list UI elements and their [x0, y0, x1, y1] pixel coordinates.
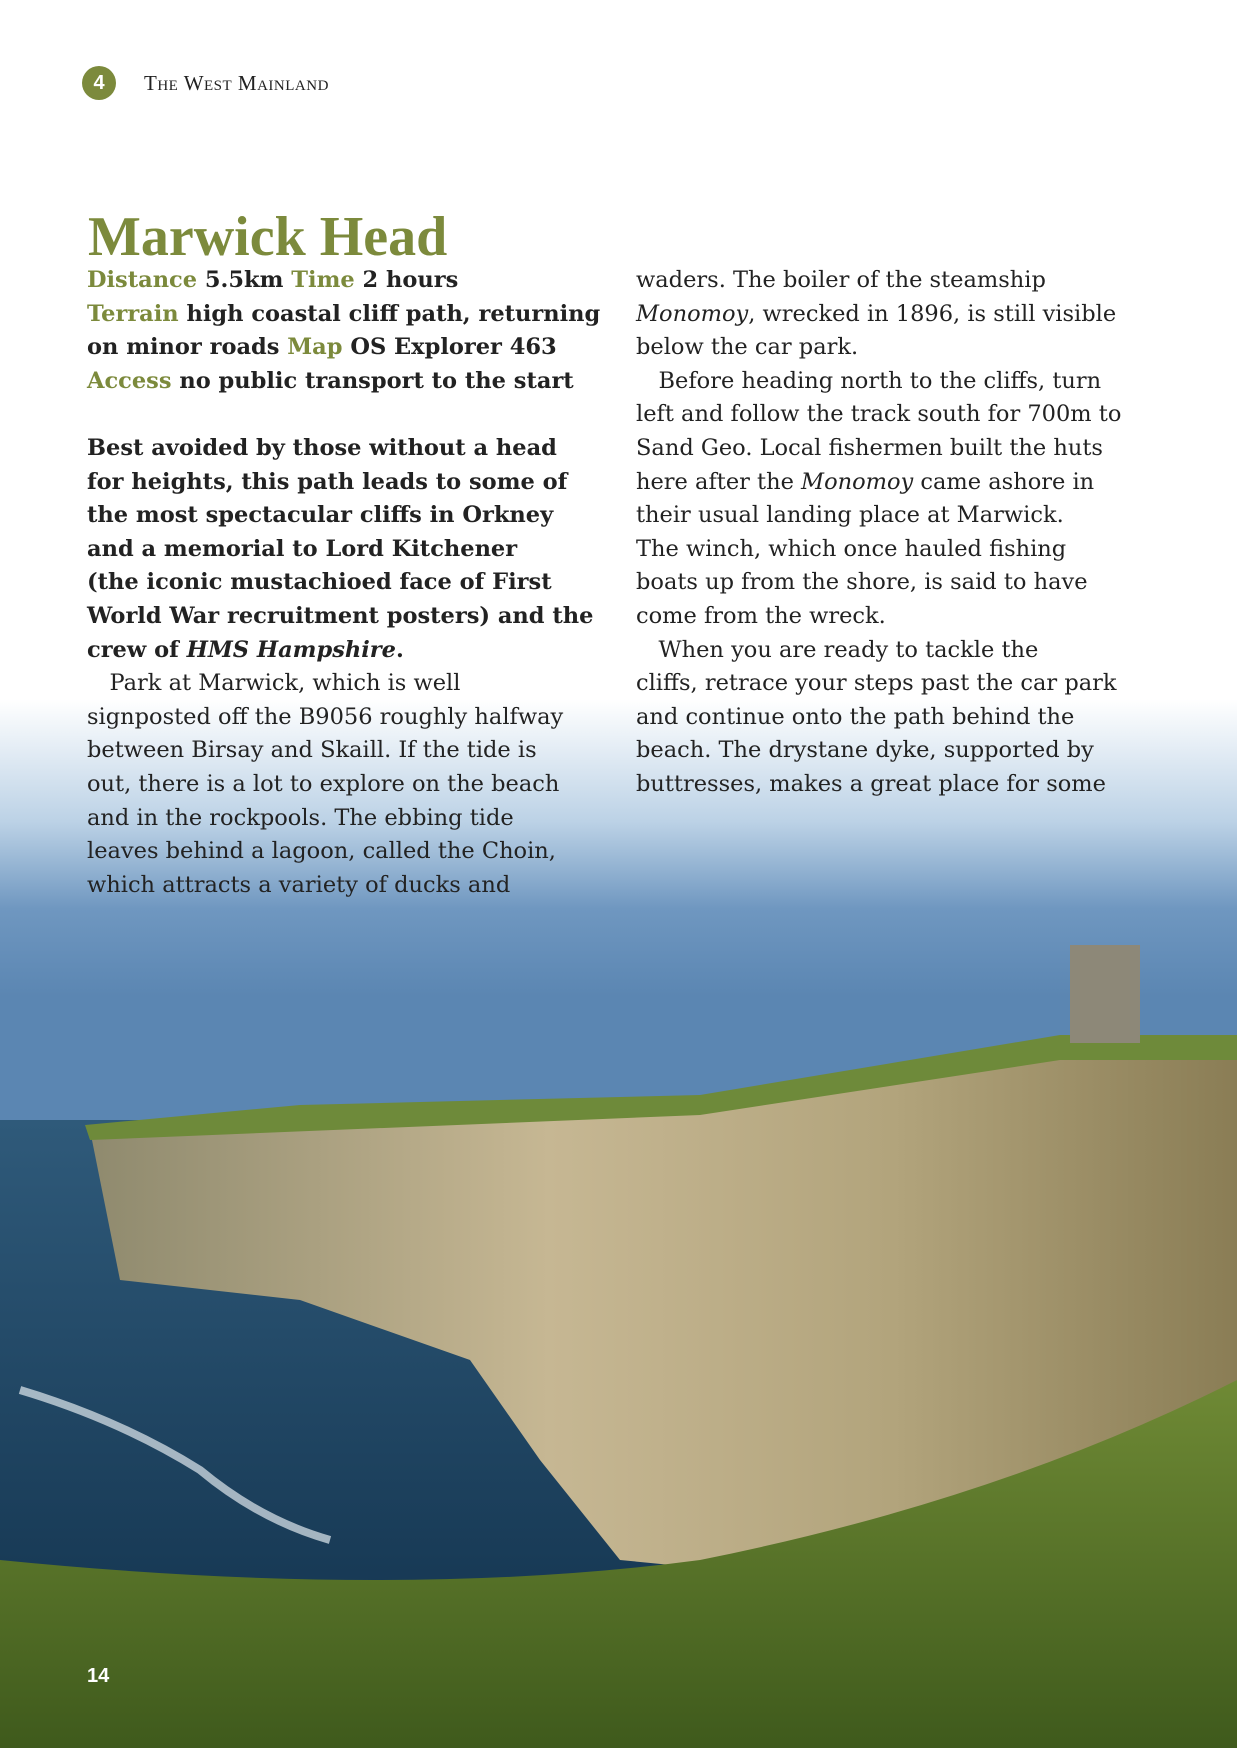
text-segment: Monomoy [801, 468, 914, 495]
text-segment: and a memorial to Lord Kitchener [87, 535, 518, 562]
running-header [82, 66, 329, 100]
text-segment: , wrecked in 1896, is still visible [748, 300, 1117, 327]
text-segment: come from the wreck. [636, 602, 886, 629]
text-line [636, 533, 1116, 567]
text-segment: leaves behind a lagoon, called the Choin, [87, 838, 556, 865]
text-segment: 5.5km [204, 267, 292, 293]
text-segment: waders. The boiler of the steamship [636, 267, 1046, 293]
text-line [636, 432, 1116, 466]
text-segment: between Birsay and Skaill. If the tide is [87, 737, 537, 764]
left-column [87, 264, 601, 902]
text-segment: for heights, this path leads to some of [87, 468, 568, 495]
text-segment: beach. The drystane dyke, supported by [636, 737, 1094, 764]
text-segment: crew of [87, 636, 187, 663]
text-segment: Sand Geo. Local fishermen built the huts [636, 434, 1103, 461]
text-segment: signposted off the B9056 roughly halfway [87, 703, 564, 730]
text-segment: out, there is a lot to explore on the beach [87, 770, 560, 797]
text-segment: and continue onto the path behind the [636, 703, 1075, 730]
text-segment: OS Explorer 463 [350, 334, 557, 361]
intro-paragraph [87, 432, 594, 667]
text-line [636, 331, 1116, 365]
text-line [87, 802, 567, 836]
text-line [87, 768, 567, 802]
text-segment: buttresses, makes a great place for some [636, 770, 1106, 797]
text-segment: Before heading north to the cliffs, turn [636, 367, 1102, 394]
text-line [636, 499, 1116, 533]
text-segment: boats up from the shore, is said to have [636, 569, 1088, 596]
text-segment: 2 hours [362, 267, 459, 293]
text-line [87, 634, 567, 668]
text-segment: World War recruitment posters) and the [87, 602, 594, 629]
text-line [87, 466, 567, 500]
text-line [87, 331, 567, 365]
text-line [87, 499, 567, 533]
text-segment: no public transport to the start [179, 367, 574, 394]
page-title: Marwick Head [88, 206, 448, 268]
text-line [87, 734, 567, 768]
fact-label: Distance [87, 267, 205, 293]
text-segment: left and follow the track south for 700m to [636, 401, 1122, 428]
text-line [636, 298, 1116, 332]
route-facts [87, 264, 601, 398]
text-segment: their usual landing place at Marwick. [636, 502, 1064, 529]
text-line [87, 667, 567, 701]
text-segment: here after the [636, 468, 802, 495]
text-line [636, 667, 1116, 701]
text-line [87, 298, 601, 332]
text-segment: high coastal cliff path, returning [186, 300, 601, 327]
text-line [87, 533, 567, 567]
chapter-badge: 4 [82, 66, 116, 100]
text-segment: cliffs, retrace your steps past the car park [636, 670, 1117, 697]
text-line [87, 432, 567, 466]
text-line [636, 466, 1116, 500]
text-line [636, 768, 1116, 802]
section-title: The West Mainland [144, 70, 329, 95]
text-segment: came ashore in [913, 468, 1095, 495]
text-segment: below the car park. [636, 334, 859, 361]
text-segment: and in the rockpools. The ebbing tide [87, 804, 514, 831]
fact-label: Time [291, 267, 363, 293]
text-line [636, 734, 1116, 768]
text-segment: When you are ready to tackle the [636, 636, 1039, 663]
text-line [636, 600, 1116, 634]
fact-label: Terrain [87, 300, 187, 327]
text-line [636, 365, 1116, 399]
text-segment: (the iconic mustachioed face of First [87, 569, 552, 596]
text-segment: Park at Marwick, which is well [87, 670, 461, 697]
right-column [636, 264, 1122, 802]
body-text-right [636, 264, 1122, 802]
text-line [636, 398, 1122, 432]
text-line [636, 634, 1116, 668]
text-line [87, 600, 594, 634]
fact-label: Map [287, 334, 351, 361]
text-line [87, 835, 567, 869]
text-line [636, 264, 1116, 298]
text-segment: the most spectacular cliffs in Orkney [87, 502, 554, 529]
body-text-left [87, 667, 567, 902]
fact-label: Access [87, 367, 180, 394]
text-segment: The winch, which once hauled fishing [636, 535, 1067, 562]
page-number: 14 [87, 1665, 110, 1687]
text-line [636, 566, 1116, 600]
text-line [87, 264, 567, 298]
text-line [87, 869, 567, 903]
text-line [87, 566, 567, 600]
text-line [87, 365, 574, 399]
text-segment: on minor roads [87, 334, 288, 361]
text-segment: Best avoided by those without a head [87, 434, 557, 461]
text-segment: HMS Hampshire [186, 636, 396, 663]
text-segment: Monomoy [636, 300, 749, 327]
text-line [636, 701, 1116, 735]
text-line [87, 701, 567, 735]
text-segment: . [395, 636, 404, 663]
text-segment: which attracts a variety of ducks and [87, 871, 511, 898]
